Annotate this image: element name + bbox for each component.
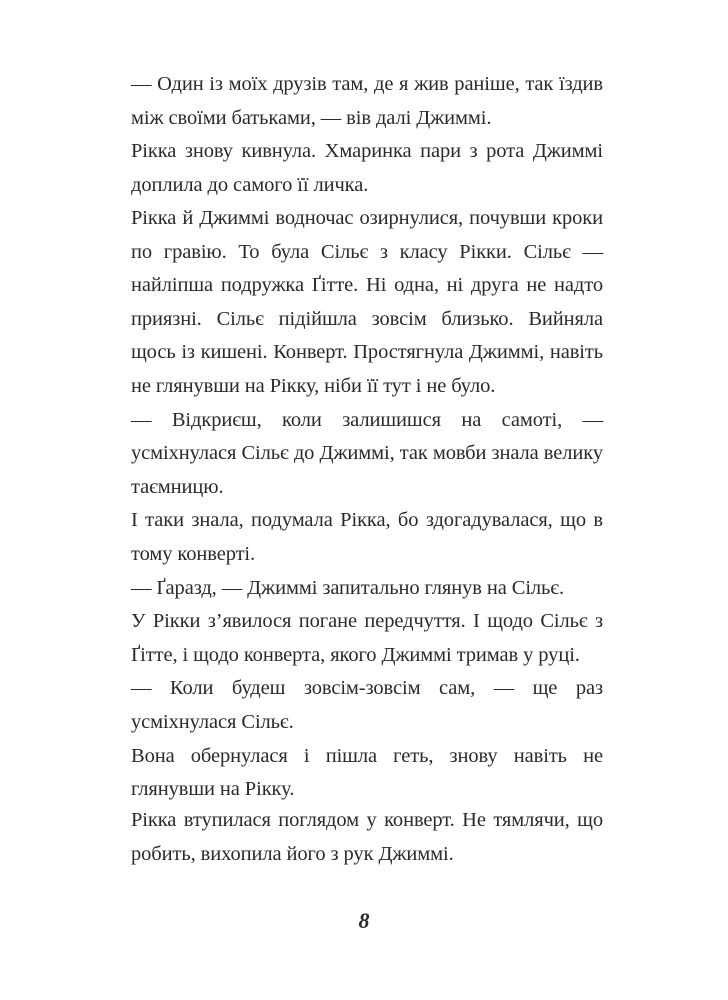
paragraph: — Коли будеш зовсім-зовсім сам, — ще раз усміхнулася Сільє. — [131, 677, 603, 733]
paragraph: — Відкриєш, коли залишишся на самоті, — усміхнулася Сільє до Джиммі, так мовби знала велику таємницю. — [131, 408, 603, 498]
paragraph: Рікка й Джиммі водночас озирнулися, почувши кроки по гравію. То була Сільє з класу Рікки. Сільє — найліпша подружка Ґітте. Ні одна, ні друга не надто приязні. Сільє підійшла зовсім близько. Вийняла щось із кишені. Конверт. Простягнула Джиммі, навіть не глянувши на Рікку, ніби її тут і не було. — [131, 207, 603, 397]
paragraph: — Один із моїх друзів там, де я жив раніше, так їздив між своїми батьками, — вів далі Джиммі. — [131, 73, 603, 129]
paragraph: — Ґаразд, — Джиммі запитально глянув на Сільє. — [131, 576, 565, 599]
text-section-2 — [131, 202, 603, 807]
text-section-1 — [131, 68, 603, 202]
paragraph: У Рікки з’явилося погане передчуття. І щодо Сільє з Ґітте, і щодо конверта, якого Джиммі тримав у руці. — [131, 610, 603, 666]
page-number: 8 — [358, 908, 370, 933]
paragraph: Рікка знову кивнула. Хмаринка пари з рота Джиммі доплила до самого її личка. — [131, 140, 603, 196]
paragraph: Вона обернулася і пішла геть, знову навіть не глянувши на Рікку. — [131, 744, 603, 801]
paragraph: Рікка втупилася поглядом у конверт. Не тямлячи, що робить, вихопила його з рук Джиммі. — [131, 809, 603, 865]
text-section-3 — [131, 804, 603, 871]
paragraph: І таки знала, подумала Рікка, бо здогадувалася, що в тому конверті. — [131, 509, 603, 565]
